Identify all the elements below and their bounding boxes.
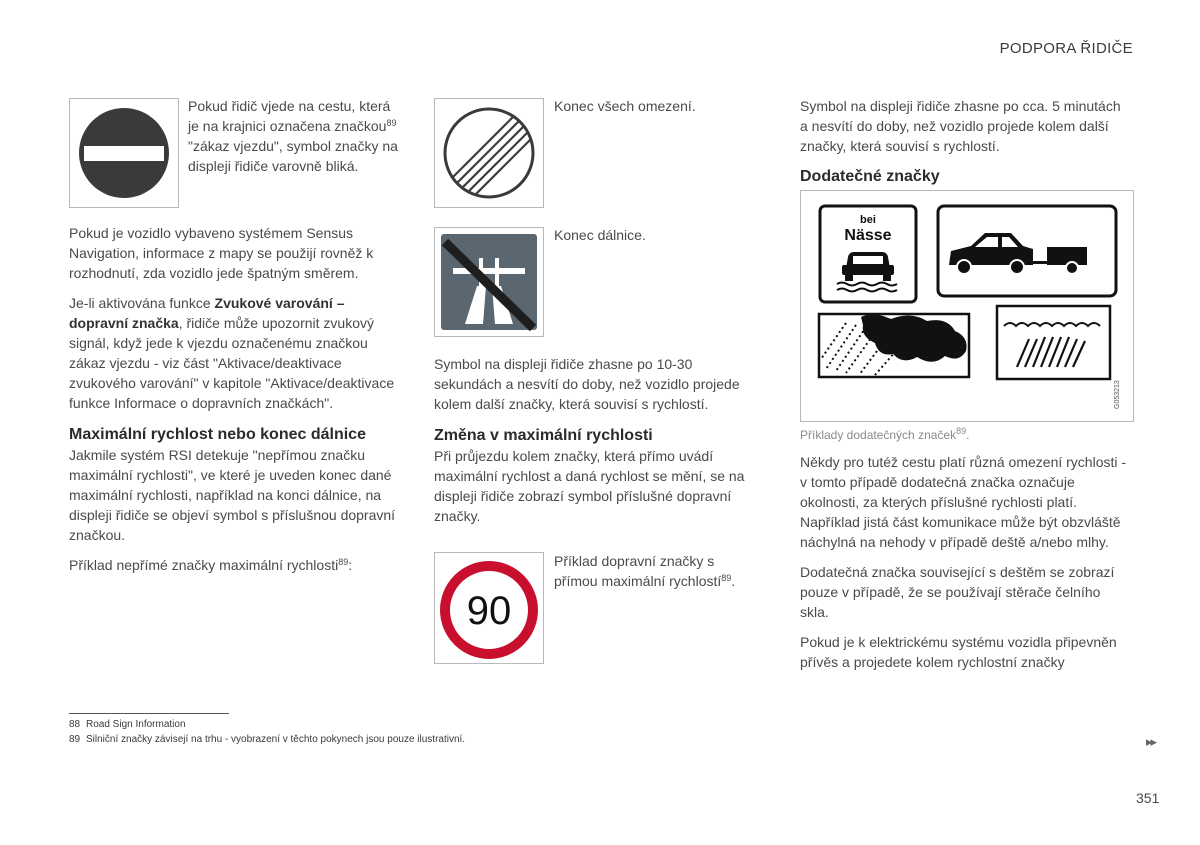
direct-speed-caption: Příklad dopravní značky s přímou maximální rychlostí$^{89}$. bbox=[554, 553, 736, 589]
chapter-header: PODPORA ŘIDIČE bbox=[999, 40, 1133, 57]
paragraph-rain-sign: Dodatečná značka související s deštěm se zobrazí pouze v případě, že se používají stěrače čelního skla. bbox=[800, 564, 1115, 620]
svg-text:bei: bei bbox=[860, 214, 876, 226]
paragraph-symbol-off-10-30: Symbol na displeji řidiče zhasne po 10-30 sekundách a nesvítí do doby, než vozidlo projede kolem další značky, která souvisí s rychlostí. bbox=[434, 356, 740, 412]
svg-text:G053213: G053213 bbox=[1114, 380, 1121, 409]
footnote-divider bbox=[69, 713, 229, 714]
end-of-motorway-sign-image bbox=[434, 227, 544, 337]
supplementary-signs-figure bbox=[800, 190, 1134, 422]
footnote-88: 88 Road Sign Information bbox=[69, 719, 186, 730]
heading-max-speed-or-end-motorway: Maximální rychlost nebo konec dálnice bbox=[69, 426, 366, 443]
wet-road-sign bbox=[820, 206, 916, 302]
paragraph-indirect-sign: Jakmile systém RSI detekuje "nepřímou značku maximální rychlosti", ve které je uveden konec dané maximální rychlosti, například na konci dálnice, na displeji řidiče se objeví symbol s příslušnou dopravní značkou. bbox=[69, 447, 396, 543]
paragraph-navigation: Pokud je vozidlo vybaveno systémem Sensus Navigation, informace z mapy se použijí rovněž k rozhodnutí, zda vozidlo jede špatným směrem. bbox=[69, 225, 374, 281]
column-3-body bbox=[800, 452, 1132, 682]
no-entry-sign-image bbox=[69, 98, 179, 208]
paragraph-sound-warning: Je-li aktivována funkce Zvukové varování – dopravní značka, řidiče může upozornit zvukový signál, když jede k vjezdu označenému značkou zákaz vjezdu - viz část "Aktivace/deaktivace zvukového varování" v kapitole "Aktivace/deaktivace funkce Informace o dopravních značkách". bbox=[69, 295, 395, 411]
footnote-89: 89 Silniční značky závisejí na trhu - vyobrazení v těchto pokynech jsou pouze ilustrativní. bbox=[69, 734, 466, 745]
end-of-all-restrictions-caption: Konec všech omezení. bbox=[554, 98, 696, 114]
column-3-intro: Symbol na displeji řidiče zhasne po cca. 5 minutách a nesvítí do doby, než vozidlo projede kolem další značky, která souvisí s rychlostí. bbox=[800, 98, 1121, 154]
svg-text:90: 90 bbox=[466, 589, 512, 633]
figure-caption: Příklady dodatečných značek$^{89}$. bbox=[800, 426, 970, 442]
paragraph-indirect-example: Příklad nepřímé značky maximální rychlosti$^{89}$: bbox=[69, 557, 353, 573]
no-entry-description: Pokud řidič vjede na cestu, která je na krajnici označena značkou$^{89}$ "zákaz vjezdu", symbol značky na displeji řidiče varovně bliká. bbox=[188, 98, 398, 174]
heading-change-max-speed: Změna v maximální rychlosti bbox=[434, 427, 653, 444]
column-2-body bbox=[434, 354, 764, 536]
fog-sign bbox=[819, 314, 969, 377]
column-1-body bbox=[69, 223, 399, 585]
speed-limit-90-sign-image bbox=[434, 552, 544, 664]
paragraph-direct-sign: Při průjezdu kolem značky, která přímo uvádí maximální rychlost a daná rychlost se mění, se na displeji řidiče zobrazí symbol příslušné dopravní značky. bbox=[434, 448, 745, 524]
trailer-sign bbox=[938, 206, 1116, 296]
continue-arrows-icon: ▸▸ bbox=[1146, 734, 1156, 749]
heading-supplementary-signs: Dodatečné značky bbox=[800, 168, 940, 185]
page-number: 351 bbox=[1136, 790, 1160, 806]
svg-text:Nässe: Nässe bbox=[844, 227, 892, 244]
paragraph-trailer: Pokud je k elektrickému systému vozidla připevněn přívěs a projedete kolem rychlostní značky bbox=[800, 634, 1117, 670]
end-of-all-restrictions-sign-image bbox=[434, 98, 544, 208]
rain-sign bbox=[997, 306, 1110, 379]
paragraph-different-limits: Někdy pro tutéž cestu platí různá omezení rychlosti - v tomto případě dodatečná značka označuje okolnosti, za kterých příslušné rychlosti platí. Například jistá část komunikace může být obzvláště náchylná na nehody v případě deště a/nebo mlhy. bbox=[800, 454, 1127, 550]
end-of-motorway-caption: Konec dálnice. bbox=[554, 227, 646, 243]
